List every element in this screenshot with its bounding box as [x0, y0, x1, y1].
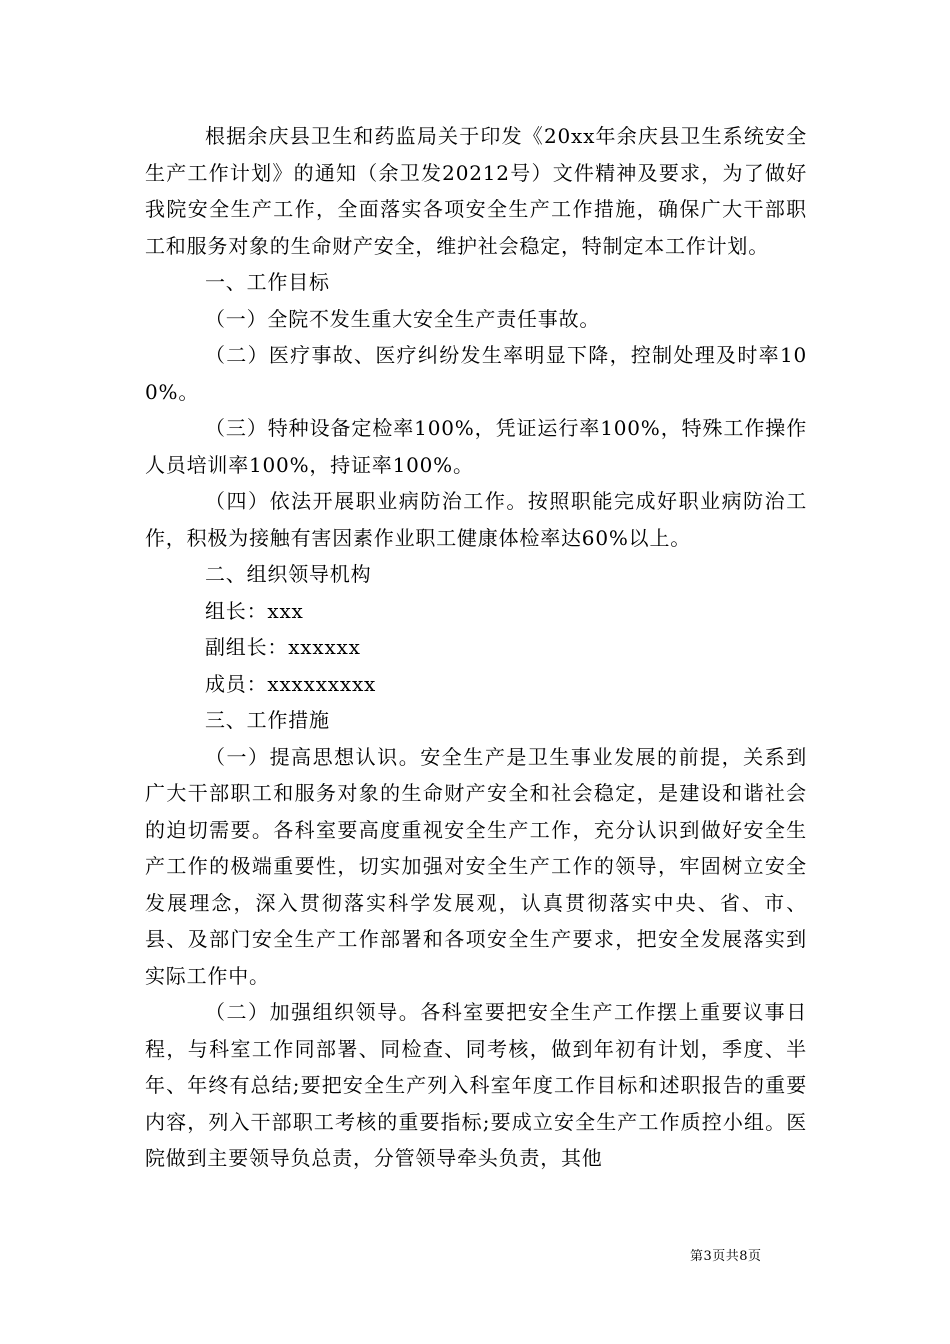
section-heading-organization: 二、组织领导机构 — [205, 562, 372, 586]
measure-item-2: （二）加强组织领导。各科室要把安全生产工作摆上重要议事日程，与科室工作同部署、同检查、同考核，做到年初有计划，季度、半年、年终有总结;要把安全生产列入科室年度工作目标和述职报告的重要内容，列入干部职工考核的重要指标;要成立安全生产工作质控小组。医院做到主要领导负总责，分管领导牵头负责，其他 — [145, 1000, 807, 1170]
page-number-footer: 第3页共8页 — [690, 1249, 762, 1264]
document-body — [145, 118, 807, 1177]
section-heading-measures: 三、工作措施 — [205, 708, 330, 732]
intro-paragraph: 根据余庆县卫生和药监局关于印发《20xx年余庆县卫生系统安全生产工作计划》的通知（余卫发20212号）文件精神及要求，为了做好我院安全生产工作，全面落实各项安全生产工作措施，确保广大干部职工和服务对象的生命财产安全，维护社会稳定，特制定本工作计划。 — [145, 124, 807, 258]
goal-item-3: （三）特种设备定检率100%，凭证运行率100%，特殊工作操作人员培训率100%，持证率100%。 — [145, 416, 807, 477]
section-heading-goals: 一、工作目标 — [205, 270, 330, 294]
org-deputy-leader: 副组长：xxxxxx — [205, 635, 361, 659]
goal-item-1: （一）全院不发生重大安全生产责任事故。 — [205, 306, 601, 331]
org-leader: 组长：xxx — [205, 598, 304, 623]
org-members: 成员：xxxxxxxxx — [205, 671, 377, 696]
goal-item-2: （二）医疗事故、医疗纠纷发生率明显下降，控制处理及时率100%。 — [145, 343, 807, 404]
goal-item-4: （四）依法开展职业病防治工作。按照职能完成好职业病防治工作，积极为接触有害因素作业职工健康体检率达60%以上。 — [145, 489, 807, 550]
measure-item-1: （一）提高思想认识。安全生产是卫生事业发展的前提，关系到广大干部职工和服务对象的生命财产安全和社会稳定，是建设和谐社会的迫切需要。各科室要高度重视安全生产工作，充分认识到做好安全生产工作的极端重要性，切实加强对安全生产工作的领导，牢固树立安全发展理念，深入贯彻落实科学发展观，认真贯彻落实中央、省、市、县、及部门安全生产工作部署和各项安全生产要求，把安全发展落实到实际工作中。 — [145, 744, 807, 988]
